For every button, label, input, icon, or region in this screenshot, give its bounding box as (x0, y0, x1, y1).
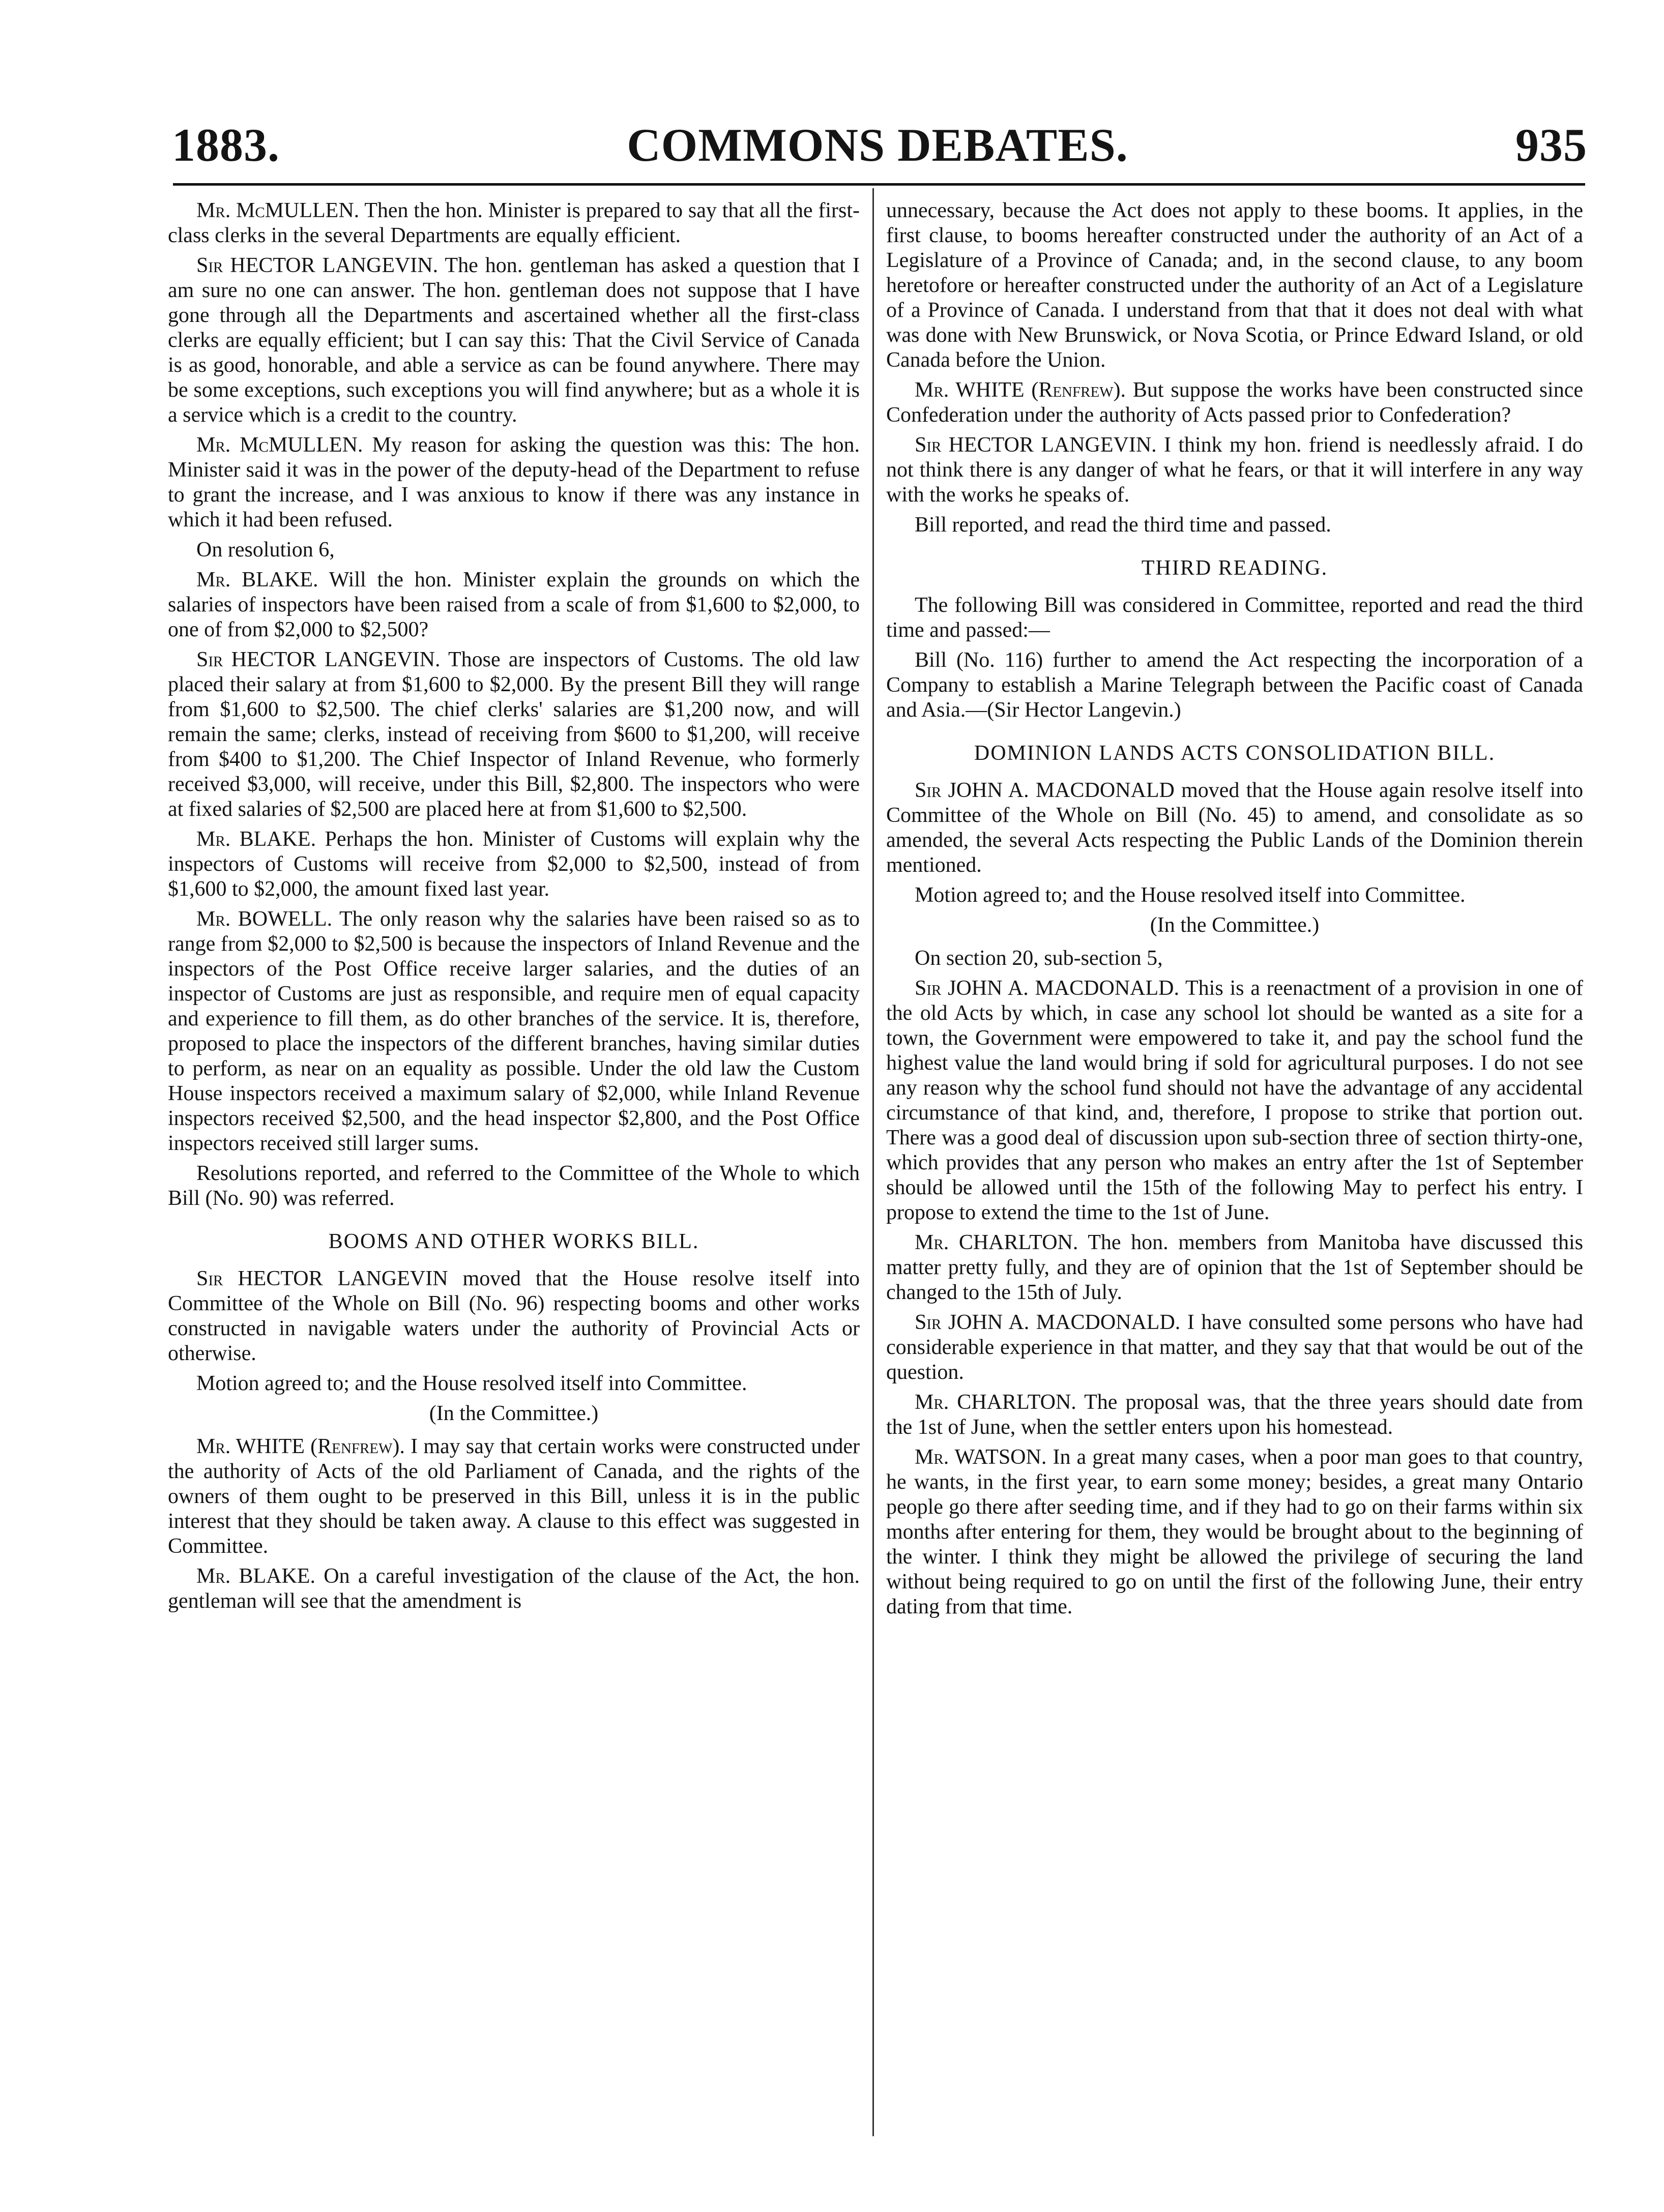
speech-text: The hon. members from Manitoba have discussed this matter pretty fully, and they are of opinion that the 1st of September should be changed to the 15th of July. (886, 1231, 1583, 1304)
column-divider (872, 188, 874, 2136)
speech-paragraph (886, 883, 1583, 908)
speech-text: This is a reenactment of a provision in one of the old Acts by which, in case any school lot should be wanted as a site for a town, the Government were empowered to take it, and pay the school fund the highest value the land would bring if sold for agricultural purposes. I do not see any reason why the school fund should not have the advantage of any accidental circumstance of that kind, and, therefore, I propose to strike that portion out. There was a good deal of discussion upon sub-section three of section thirty-one, which provides that any person who makes an entry after the 1st of September should be allowed until the 15th of the following May to perfect his entry. I propose to extend the time to the 1st of June. (886, 977, 1583, 1224)
speech-text: My reason for asking the question was this: The hon. Minister said it was in the power of the deputy-head of the Department to refuse to grant the increase, and I was anxious to know if there was any instance in which it had been refused. (168, 433, 860, 532)
page-header (168, 117, 1587, 178)
document-page (168, 117, 1587, 2141)
speech-text: Will the hon. Minister explain the grounds on which the salaries of inspectors have been raised from a scale of from $1,600 to $2,000, to one of from $2,000 to $2,500? (168, 568, 860, 641)
speaker-name: Sir HECTOR LANGEVIN. (196, 254, 439, 277)
speaker-name: Sir HECTOR LANGEVIN (196, 1267, 448, 1290)
speaker-name: Sir JOHN A. MACDONALD. (915, 1311, 1181, 1334)
speech-paragraph (168, 198, 860, 248)
header-year: 1883. (172, 119, 280, 171)
speech-paragraph (168, 647, 860, 822)
speaker-name: Mr. McMULLEN. (196, 433, 363, 457)
publication-title: COMMONS DEBATES. (627, 119, 1128, 171)
section-heading: THIRD READING. (1141, 556, 1328, 580)
speech-paragraph (886, 433, 1583, 508)
speech-text: Perhaps the hon. Minister of Customs will explain why the inspectors of Customs will receive from $2,000 to $2,500, instead of from $1,600 to $2,000, the amount fixed last year. (168, 828, 860, 901)
speech-text: Resolutions reported, and referred to the Committee of the Whole to which Bill (No. 90) was referred. (168, 1162, 860, 1210)
speech-text: unnecessary, because the Act does not apply to these booms. It applies, in the first clause, to booms hereafter constructed under the authority of an Act of a Legislature of a Province of Canada; and, in the second clause, to any boom heretofore or hereafter constructed under the authority of an Act of a Legislature of a Province of Canada. I understand from that that it does not deal with what was done with New Brunswick, or Nova Scotia, or Prince Edward Island, or old Canada before the Union. (886, 199, 1583, 372)
header-rule (173, 183, 1585, 186)
speech-paragraph (886, 378, 1583, 428)
speech-text: In a great many cases, when a poor man goes to that country, he wants, in the first year, to earn some money; besides, a great many Ontario people go there after seeding time, and if they had to go on their farms within six months after entering for them, they would be brought about to the beginning of the winter. I think they might be allowed the privilege of securing the land without being required to go on until the first of the following June, their entry dating from that time. (886, 1446, 1584, 1618)
speech-text: The following Bill was considered in Committee, reported and read the third time and passed:— (886, 594, 1583, 642)
section-heading: DOMINION LANDS ACTS CONSOLIDATION BILL. (974, 742, 1496, 765)
speech-text: The hon. gentleman has asked a question that I am sure no one can answer. The hon. gentleman does not suppose that I have gone through all the Departments and ascertained whether all the first-class clerks are equally efficient; but I can say this: That the Civil Service of Canada is as good, honorable, and able a service as can be found anywhere. There may be some exceptions, such exceptions you will find anywhere; but as a whole it is a service which is a credit to the country. (168, 254, 860, 427)
speaker-name: Mr. CHARLTON. (915, 1231, 1078, 1254)
speech-text: Bill (No. 116) further to amend the Act respecting the incorporation of a Company to establish a Marine Telegraph between the Pacific coast of Canada and Asia.—(Sir Hector Langevin.) (886, 648, 1583, 722)
speech-paragraph (168, 538, 860, 563)
speaker-name: Mr. WATSON. (915, 1446, 1047, 1469)
speaker-name: Mr. BLAKE. (196, 1565, 315, 1588)
speech-text: Motion agreed to; and the House resolved itself into Committee. (915, 883, 1466, 907)
speaker-name: Sir JOHN A. MACDONALD. (915, 977, 1179, 1000)
speech-text: I think my hon. friend is needlessly afraid. I do not think there is any danger of what he fears, or that it will interfere in any way with the works he speaks of. (886, 433, 1584, 507)
speech-paragraph (168, 1371, 860, 1396)
speech-paragraph (886, 513, 1583, 538)
speech-paragraph (168, 827, 860, 902)
speaker-name: Sir JOHN A. MACDONALD (915, 779, 1175, 802)
speech-paragraph (886, 198, 1583, 373)
speech-text: The only reason why the salaries have been raised so as to range from $2,000 to $2,500 is because the inspectors of Inland Revenue and the inspectors of the Post Office receive larger salaries, and the duties of an inspector of Customs are just as responsible, and require men of equal capacity and experience to fill them, as do other branches of the service. It is, therefore, proposed to place the inspectors of the different branches, having similar duties to perform, as near on an equality as possible. Under the old law the Custom House inspectors received a maximum salary of $2,000, while Inland Revenue inspectors received $2,500, and the head inspector $2,800, and the Post Office inspectors received still larger sums. (168, 907, 860, 1155)
speech-paragraph (886, 1390, 1583, 1440)
page-number: 935 (1515, 119, 1587, 171)
speech-paragraph (168, 433, 860, 533)
speech-text: I may say that certain works were constructed under the authority of Acts of the old Parliament of Canada, and the rights of the owners of them ought to be preserved in this Bill, unless it is in the public interest that they should be taken away. A clause to this effect was suggested in Committee. (168, 1435, 860, 1558)
speech-paragraph (168, 1161, 860, 1211)
speaker-name: Sir HECTOR LANGEVIN. (915, 433, 1157, 457)
speech-text: The proposal was, that the three years should date from the 1st of June, when the settler enters upon his homestead. (886, 1391, 1583, 1439)
section-heading: BOOMS AND OTHER WORKS BILL. (328, 1230, 699, 1253)
speaker-name: Mr. CHARLTON. (915, 1391, 1076, 1414)
speech-text: Then the hon. Minister is prepared to say that all the first-class clerks in the several Departments are equally efficient. (168, 199, 860, 247)
speaker-name: Mr. WHITE (Renfrew). (196, 1435, 405, 1458)
speech-paragraph (886, 778, 1583, 878)
speech-text: Those are inspectors of Customs. The old law placed their salary at from $1,600 to $2,000. By the present Bill they will range from $1,600 to $2,500. The chief clerks' salaries are $1,200 now, and will remain the same; clerks, instead of receiving from $600 to $1,200, will receive from $400 to $1,200. The Chief Inspector of Inland Revenue, who formerly received $3,000, will receive, under this Bill, $2,800. The inspectors who were at fixed salaries of $2,500 are placed here at from $1,600 to $2,500. (168, 648, 860, 821)
speech-text: Motion agreed to; and the House resolved itself into Committee. (196, 1372, 747, 1395)
speaker-name: Mr. McMULLEN. (196, 199, 360, 222)
speech-paragraph (168, 1564, 860, 1614)
right-column (886, 198, 1583, 1625)
speech-paragraph (886, 946, 1583, 971)
speech-paragraph (168, 907, 860, 1156)
committee-note: (In the Committee.) (429, 1402, 599, 1425)
speech-paragraph (886, 1230, 1583, 1305)
speech-paragraph (168, 1434, 860, 1559)
speaker-name: Mr. BLAKE. (196, 828, 316, 851)
speech-text: On section 20, sub-section 5, (915, 947, 1163, 970)
speaker-name: Sir HECTOR LANGEVIN. (196, 648, 441, 671)
speech-text: Bill reported, and read the third time and passed. (915, 513, 1331, 537)
speech-paragraph (168, 253, 860, 428)
speech-paragraph (886, 648, 1583, 723)
speech-text: On resolution 6, (196, 538, 335, 562)
speech-text: moved that the House resolve itself into Committee of the Whole on Bill (No. 96) respecting booms and other works constructed in navigable waters under the authority of Provincial Acts or otherwise. (168, 1267, 860, 1365)
committee-note: (In the Committee.) (1150, 913, 1320, 937)
speech-paragraph (168, 568, 860, 642)
speech-text: moved that the House again resolve itself into Committee of the Whole on Bill (No. 45) to amend, and consolidate as so amended, the several Acts respecting the Public Lands of the Dominion therein mentioned. (886, 779, 1583, 877)
speech-text: On a careful investigation of the clause of the Act, the hon. gentleman will see that the amendment is (168, 1565, 860, 1613)
speaker-name: Mr. BLAKE. (196, 568, 318, 592)
speech-text: I have consulted some persons who have had considerable experience in that matter, and they say that that would be out of the question. (886, 1311, 1583, 1384)
speech-paragraph (886, 593, 1583, 643)
speech-paragraph (886, 1445, 1583, 1619)
left-column (168, 198, 860, 1619)
speech-text: But suppose the works have been constructed since Confederation under the authority of Acts passed prior to Confederation? (886, 378, 1584, 427)
speech-paragraph (886, 976, 1583, 1225)
speech-paragraph (168, 1266, 860, 1366)
speaker-name: Mr. WHITE (Renfrew). (915, 378, 1126, 402)
speech-paragraph (886, 1310, 1583, 1385)
speaker-name: Mr. BOWELL. (196, 907, 333, 931)
